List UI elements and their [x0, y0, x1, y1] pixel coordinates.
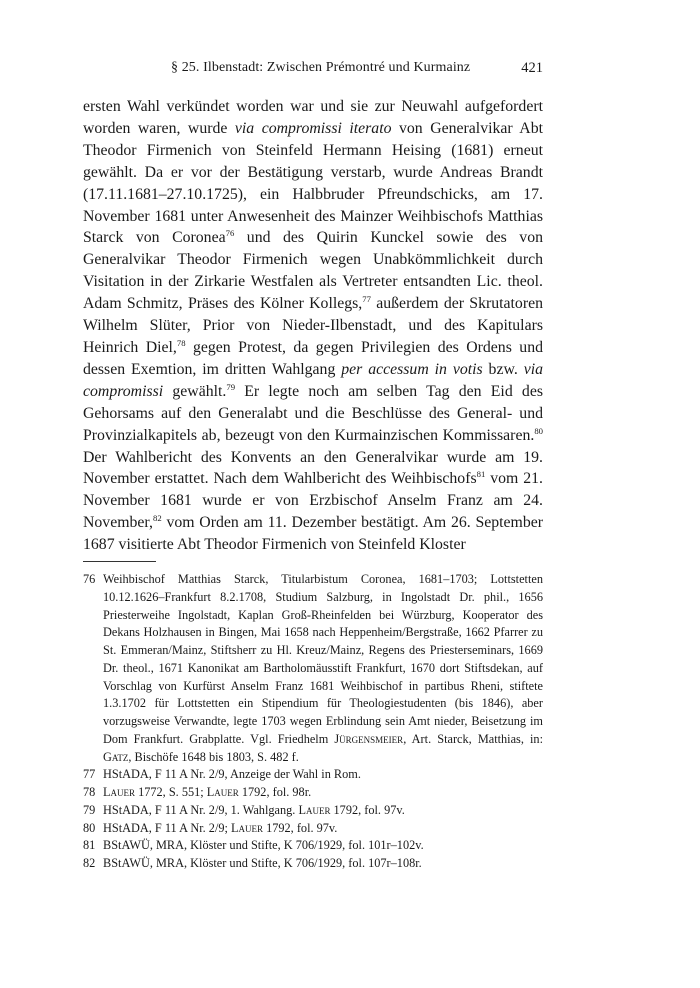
text-run: HStADA, F 11 A Nr. 2/9, 1. Wahlgang.	[103, 802, 299, 817]
text-run: BStAWÜ, MRA, Klöster und Stifte, K 706/1929, fol. 101r–102v.	[103, 838, 424, 853]
running-header	[83, 60, 543, 82]
author-name: Lauer	[231, 820, 264, 835]
footnote-number: 82	[83, 856, 96, 870]
footnote-text	[103, 820, 543, 838]
text-run: vom 21. November 1681 wurde er von Erzbischof Anselm Franz am 24. November,	[83, 470, 543, 532]
text-run: BStAWÜ, MRA, Klöster und Stifte, K 706/1929, fol. 107r–108r.	[103, 856, 422, 870]
text-run: 1792, fol. 97v.	[263, 820, 338, 835]
author-name: Lauer	[103, 785, 136, 799]
footnote-ref-80: 80	[534, 425, 543, 436]
footnote-text	[103, 784, 543, 802]
text-run: von Generalvikar Abt Theodor Firmenich von Steinfeld Hermann Heising (1681) erneut gewählt. Da er vor der Bestätigung verstarb, wurde Andreas Brandt (17.11.1681–27.10.1725), ein Halbbruder Pfreundschicks, am 17. November 1681 unter Anwesenheit des Mainzer Weihbischofs Matthias Starck von Coronea	[83, 119, 543, 247]
footnote-text	[103, 802, 543, 820]
text-run: Weihbischof Matthias Starck, Titularbistum Coronea, 1681–1703; Lottstetten 10.12.1626–Frankfurt 8.2.1708, Studium Salzburg, in Ingolstadt Dr. phil., 1656 Priesterweihe Ingolstadt, Kaplan Groß-Rheinfelden bei Würzburg, Kooperator des Dekans Holzhausen in Bingen, Mai 1658 nach Heppenheim/Bergstraße, 1662 Pfarrer zu St. Emmeran/Mainz, Stiftsherr zu Hl. Kreuz/Mainz, Regens des Priesterseminars, 1669 Dr. theol., 1671 Kanonikat am Bartholomäusstift Frankfurt, 1670 dort Stiftsdekan, auf Vorschlag von Kurfürst Anselm Franz 1681 Weihbischof in partibus Rheni, stiftete 1.3.1702 für Lottstetten ein Stipendium für Theologiestudenten (bis 1846), aber vorzugsweise Verwandte, legte 1703 wegen Erblindung sein Amt nieder, Beisetzung im Dom Frankfurt. Grabplatte. Vgl. Friedhelm	[103, 572, 543, 746]
footnote-76	[83, 571, 543, 766]
text-run: 1792, fol. 98r.	[238, 785, 312, 799]
author-name: Lauer	[298, 802, 331, 817]
latin-phrase: per accessum in votis	[341, 360, 483, 378]
footnote-divider	[83, 561, 156, 562]
text-run: vom Orden am 11. Dezember bestätigt. Am 26. September 1687 visitierte Abt Theodor Firmenich von Steinfeld Kloster	[83, 514, 543, 554]
footnote-77	[83, 766, 543, 784]
footnote-ref-79: 79	[226, 381, 236, 392]
text-run: HStADA, F 11 A Nr. 2/9;	[103, 820, 231, 835]
running-title: § 25. Ilbenstadt: Zwischen Prémontré und Kurmainz	[171, 60, 471, 75]
footnote-ref-76: 76	[225, 228, 235, 239]
text-run: bzw.	[482, 360, 524, 378]
footnote-ref-81: 81	[476, 469, 486, 480]
text-run: Er legte noch am selben Tag den Eid des Gehorsams auf den Generalabt und die Beschlüsse des General- und Provinzialkapitels ab, bezeugt von den Kurmainzischen Kommissaren.	[83, 382, 543, 444]
footnote-ref-77: 77	[362, 294, 371, 305]
footnote-80	[83, 820, 543, 838]
latin-phrase: via compromissi iterato	[234, 119, 392, 137]
author-name: Jürgensmeier	[334, 731, 404, 746]
text-run: außerdem der Skrutatoren Wilhelm Slüter, Prior von Nieder-Ilbenstadt, und des Kapitulars Heinrich Diel,	[83, 295, 544, 356]
footnote-text	[103, 855, 543, 873]
text-run: 1792, fol. 97v.	[330, 802, 405, 817]
footnote-number: 77	[83, 767, 96, 782]
author-name: Gatz	[103, 749, 129, 764]
text-run: , Art. Starck, Matthias, in:	[403, 731, 543, 746]
text-run: 1772, S. 551;	[135, 785, 207, 799]
footnote-ref-78: 78	[176, 337, 186, 348]
footnote-text	[103, 837, 543, 855]
footnote-82	[83, 855, 543, 873]
text-run: gewählt.	[163, 382, 227, 400]
footnote-78	[83, 784, 543, 802]
footnotes	[83, 571, 543, 873]
body-paragraph	[83, 96, 543, 556]
footnote-number: 76	[83, 572, 96, 586]
text-run: Der Wahlbericht des Konvents an den Generalvikar wurde am 19. November erstattet. Nach dem Wahlbericht des Weihbischofs	[83, 448, 543, 488]
footnote-text	[103, 571, 543, 766]
text-run: gegen Protest, da gegen Privilegien des Ordens und dessen Exemtion, im dritten Wahlgang	[83, 338, 543, 378]
footnote-number: 81	[83, 838, 96, 853]
body-text	[83, 96, 543, 556]
latin-phrase: via compromissi	[83, 360, 544, 400]
footnote-number: 79	[83, 802, 96, 817]
footnote-text	[103, 766, 543, 784]
author-name: Lauer	[206, 785, 239, 799]
text-run: ersten Wahl verkündet worden war und sie zur Neuwahl aufgefordert worden waren, wurde	[83, 98, 543, 137]
footnote-number: 78	[83, 785, 96, 799]
text-run: HStADA, F 11 A Nr. 2/9, Anzeige der Wahl in Rom.	[103, 767, 361, 782]
footnote-ref-82: 82	[153, 513, 162, 524]
footnote-number: 80	[83, 820, 96, 835]
text-run: , Bischöfe 1648 bis 1803, S. 482 f.	[128, 749, 299, 764]
page-number: 421	[521, 60, 543, 76]
footnote-79	[83, 802, 543, 820]
text-run: und des Quirin Kunckel sowie des von Generalvikar Theodor Firmenich wegen Unabkömmlichkeit durch Visitation in der Zirkarie Westfalen als Vertreter entsandten Lic. theol. Adam Schmitz, Präses des Kölner Kollegs,	[83, 229, 543, 313]
footnote-81	[83, 837, 543, 855]
